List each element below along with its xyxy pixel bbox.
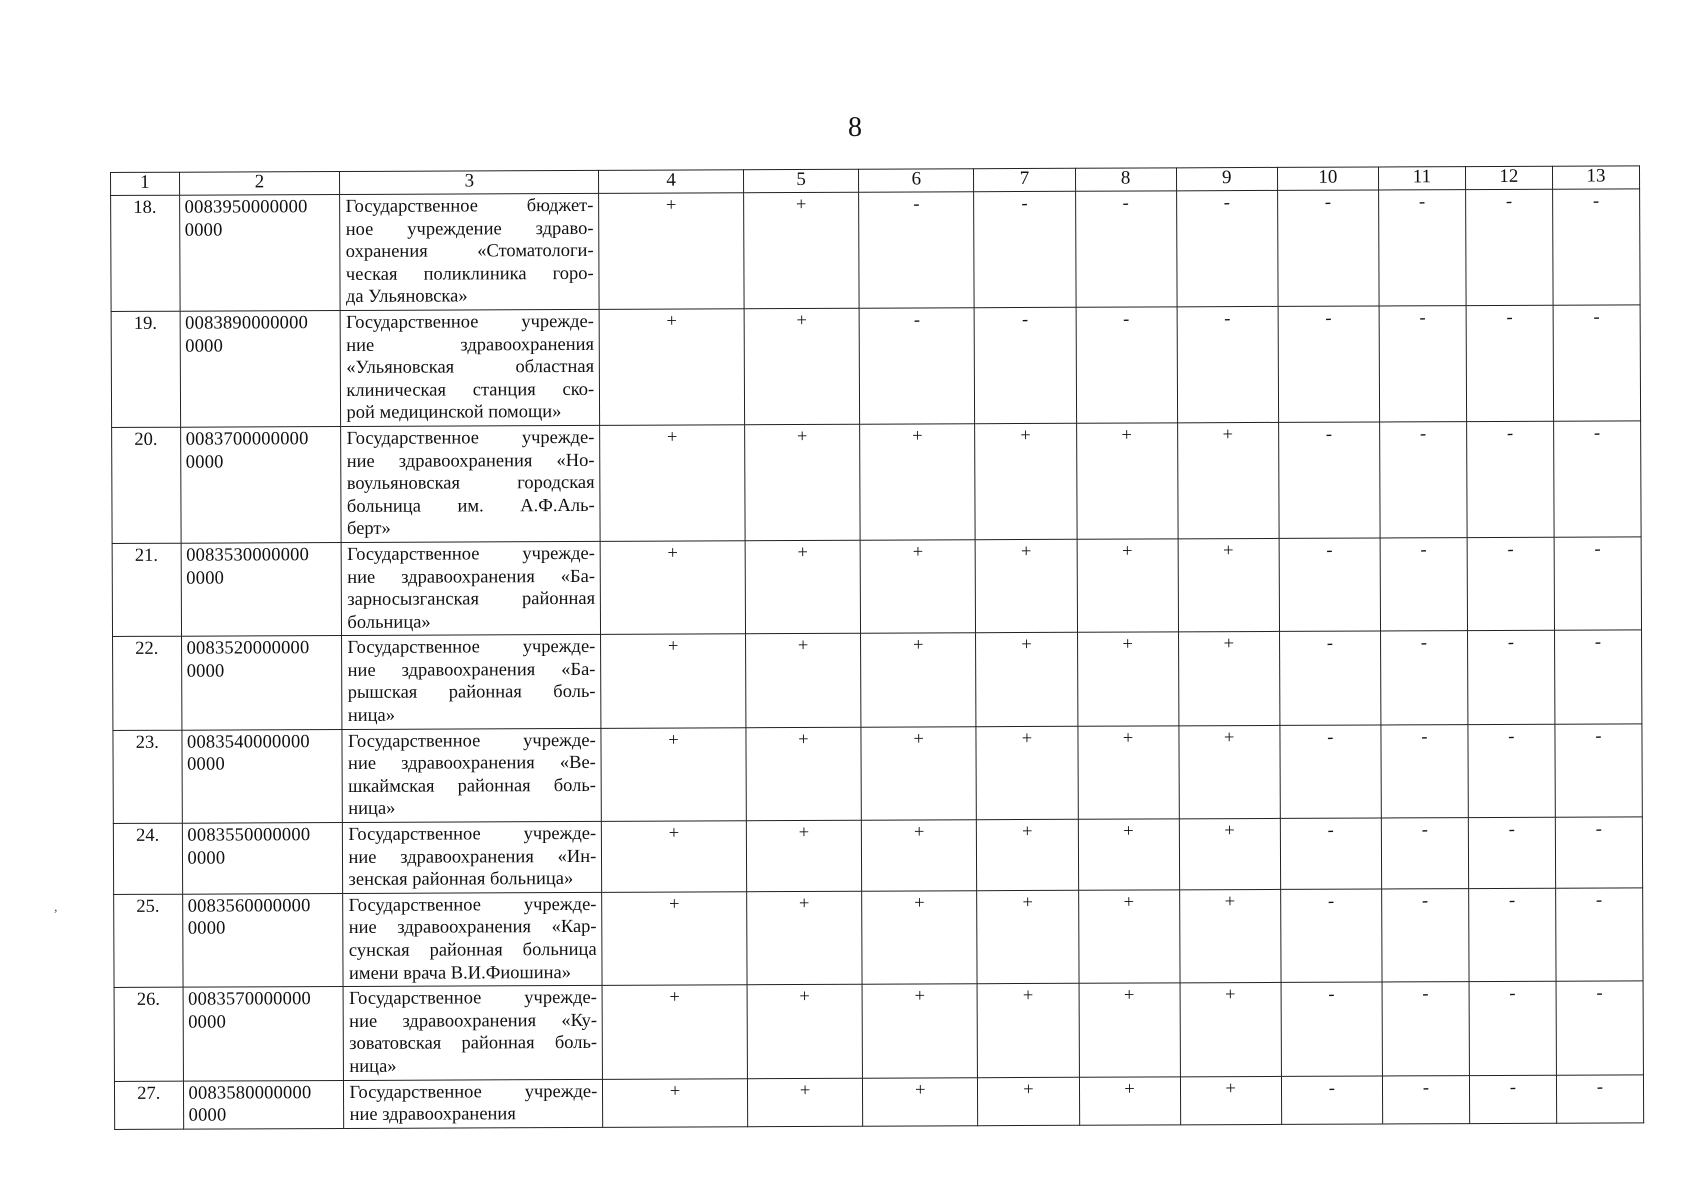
- mark-cell: -: [1279, 631, 1381, 725]
- institution-name-line: ние здравоохранения «Ку-: [349, 1010, 598, 1032]
- mark-cell: -: [1279, 538, 1381, 632]
- mark-cell: +: [1077, 725, 1179, 819]
- mark-cell: -: [1281, 982, 1383, 1076]
- table-row: [114, 1074, 1643, 1129]
- mark-cell: -: [1553, 421, 1641, 537]
- mark-cell: +: [746, 820, 862, 891]
- mark-cell: +: [1078, 890, 1180, 984]
- institution-name-line: ние здравоохранения «Кар-: [348, 917, 597, 939]
- mark-cell: +: [1178, 538, 1280, 632]
- mark-cell: -: [1554, 630, 1642, 724]
- mark-cell: +: [601, 727, 746, 821]
- institution-name-line: Государственное учрежде-: [346, 427, 595, 449]
- mark-cell: -: [1380, 537, 1467, 631]
- mark-cell: -: [1277, 190, 1379, 306]
- mark-cell: -: [1281, 1076, 1382, 1125]
- mark-cell: -: [1556, 888, 1644, 982]
- institution-name-line: ние здравоохранения: [349, 1104, 516, 1126]
- stray-mark: ,: [54, 900, 58, 915]
- row-number: 25.: [114, 894, 183, 988]
- mark-cell: -: [859, 192, 975, 308]
- table-row: [113, 630, 1642, 730]
- mark-cell: +: [601, 634, 746, 728]
- mark-cell: +: [862, 891, 978, 985]
- row-number: 20.: [112, 427, 181, 543]
- institution-name-line: Государственное учрежде-: [347, 730, 596, 752]
- mark-cell: +: [744, 424, 860, 540]
- institution-name-cell: [343, 821, 602, 893]
- mark-cell: +: [1180, 1076, 1281, 1125]
- mark-cell: +: [977, 890, 1079, 984]
- mark-cell: -: [1465, 189, 1552, 305]
- mark-cell: -: [1467, 537, 1554, 631]
- mark-cell: +: [976, 633, 1078, 727]
- institution-name-line: рой медицинской помощи»: [346, 402, 562, 424]
- row-number: 18.: [111, 195, 180, 311]
- mark-cell: +: [1177, 422, 1279, 538]
- institution-name-line: Государственное учрежде-: [347, 637, 596, 659]
- row-number: 27.: [114, 1081, 183, 1129]
- registry-code-line: 0000: [185, 336, 224, 357]
- header-cell: 8: [1075, 168, 1176, 191]
- table-row: [114, 981, 1643, 1081]
- mark-cell: -: [1278, 422, 1380, 538]
- mark-cell: -: [1177, 306, 1279, 422]
- mark-cell: +: [743, 192, 859, 308]
- registry-code-line: 0000: [186, 661, 225, 682]
- registry-code-cell: [181, 636, 342, 730]
- institution-name-cell: [341, 309, 600, 426]
- mark-cell: -: [1076, 307, 1178, 423]
- mark-cell: +: [599, 309, 744, 426]
- registry-code-line: 0000: [187, 754, 225, 775]
- mark-cell: +: [1077, 539, 1179, 633]
- mark-cell: -: [1466, 421, 1553, 537]
- table-row: [113, 723, 1642, 823]
- header-cell: 6: [859, 169, 974, 193]
- institution-name-line: ние здравоохранения «Ба-: [347, 659, 596, 681]
- mark-cell: -: [1278, 306, 1380, 422]
- mark-cell: +: [860, 540, 976, 634]
- institution-name-line: Государственное учрежде-: [347, 543, 595, 565]
- mark-cell: +: [1179, 818, 1280, 889]
- registry-code-line: 0083950000000: [184, 197, 308, 218]
- header-cell: 1: [111, 172, 180, 195]
- table-row: [113, 817, 1642, 894]
- mark-cell: +: [744, 308, 860, 424]
- registry-code-line: 0000: [187, 848, 226, 869]
- registry-code-line: 0000: [187, 918, 226, 940]
- institution-name-cell: [342, 728, 601, 823]
- mark-cell: -: [1469, 888, 1556, 982]
- mark-cell: -: [1176, 190, 1278, 306]
- registry-code-line: 0083520000000: [186, 638, 310, 659]
- mark-cell: -: [1556, 1074, 1643, 1123]
- institution-name-line: больница»: [347, 612, 431, 633]
- mark-cell: -: [1469, 1075, 1556, 1124]
- mark-cell: +: [976, 726, 1078, 820]
- mark-cell: -: [1380, 422, 1467, 538]
- mark-cell: +: [746, 727, 862, 821]
- row-number: 26.: [114, 987, 183, 1081]
- table-row: [111, 189, 1640, 312]
- mark-cell: -: [1556, 981, 1644, 1075]
- registry-code-cell: [182, 823, 343, 894]
- registry-code-cell: [183, 987, 344, 1081]
- row-number: 22.: [113, 636, 182, 730]
- mark-cell: -: [1075, 191, 1177, 307]
- mark-cell: -: [1466, 305, 1553, 421]
- registry-code-line: 0000: [184, 220, 223, 241]
- header-cell: 10: [1277, 167, 1378, 190]
- mark-cell: +: [602, 821, 747, 892]
- mark-cell: -: [1553, 305, 1641, 421]
- row-number: 24.: [113, 823, 182, 894]
- institution-name-cell: [343, 892, 602, 987]
- mark-cell: +: [861, 726, 977, 820]
- table-row: [114, 888, 1643, 988]
- page-number: 8: [848, 112, 862, 143]
- institution-name-line: Государственное бюджет-: [345, 195, 594, 217]
- mark-cell: -: [974, 191, 1076, 307]
- registry-code-cell: [179, 194, 340, 311]
- mark-cell: +: [976, 539, 1078, 633]
- registry-code-cell: [181, 729, 342, 823]
- institution-name-line: ние здравоохранения «Ин-: [348, 846, 597, 868]
- header-cell: 13: [1552, 166, 1639, 189]
- institution-name-line: Государственное учрежде-: [348, 823, 597, 845]
- mark-cell: -: [1467, 630, 1554, 724]
- mark-cell: +: [977, 983, 1079, 1077]
- table-row: [112, 537, 1641, 637]
- mark-cell: -: [1382, 982, 1469, 1076]
- mark-cell: +: [1179, 725, 1281, 819]
- mark-cell: +: [1079, 983, 1181, 1077]
- mark-cell: +: [860, 424, 976, 540]
- mark-cell: +: [861, 820, 977, 891]
- registry-code-line: 0083530000000: [186, 545, 310, 566]
- institution-name-line: ние здравоохранения «Но-: [346, 450, 595, 472]
- institution-name-line: рышская районная боль-: [347, 682, 596, 704]
- mark-cell: +: [977, 819, 1078, 890]
- mark-cell: +: [745, 634, 861, 728]
- registry-code-line: 0083580000000: [188, 1082, 312, 1104]
- institution-name-line: зоватовская районная боль-: [349, 1033, 598, 1055]
- institution-name-line: берт»: [346, 519, 391, 540]
- mark-cell: +: [1077, 632, 1179, 726]
- institution-name-line: ческая поликлиника горо-: [345, 263, 594, 285]
- mark-cell: +: [861, 633, 977, 727]
- table-row: [111, 305, 1640, 428]
- mark-cell: +: [602, 892, 747, 986]
- mark-cell: -: [1382, 1075, 1469, 1124]
- mark-cell: -: [1280, 889, 1382, 983]
- registry-code-line: 0083540000000: [186, 731, 310, 753]
- institution-name-line: да Ульяновска»: [345, 286, 468, 308]
- mark-cell: +: [863, 1077, 978, 1126]
- registry-code-line: 0000: [185, 452, 224, 473]
- institution-name-line: ние здравоохранения «Ве-: [347, 753, 596, 775]
- mark-cell: +: [1178, 632, 1280, 726]
- institution-name-line: воульяновская городская: [346, 473, 595, 495]
- table-row: [112, 421, 1641, 544]
- registry-code-line: 0083570000000: [188, 989, 312, 1010]
- institution-name-cell: [340, 193, 599, 310]
- mark-cell: -: [1552, 189, 1640, 305]
- institution-name-line: зенская районная больница»: [348, 869, 574, 891]
- institution-name-line: Государственное учрежде-: [349, 988, 597, 1010]
- institution-name-cell: [342, 541, 601, 636]
- institution-name-line: ница»: [347, 705, 396, 727]
- registry-code-cell: [182, 893, 343, 987]
- institution-name-line: ние здравоохранения «Ба-: [347, 566, 596, 588]
- mark-cell: -: [859, 308, 975, 424]
- table-body: [111, 166, 1644, 1129]
- institution-name-line: сунская районная больница: [348, 939, 597, 961]
- institution-name-line: клиническая станция ско-: [346, 379, 595, 401]
- institution-name-cell: [344, 1079, 603, 1128]
- mark-cell: +: [975, 423, 1077, 539]
- header-cell: 4: [599, 170, 744, 194]
- institution-name-line: больница им. А.Ф.Аль-: [346, 495, 595, 517]
- header-cell: 7: [974, 168, 1075, 191]
- mark-cell: -: [1381, 724, 1468, 818]
- mark-cell: +: [978, 1077, 1079, 1126]
- mark-cell: +: [599, 193, 744, 310]
- institution-name-cell: [341, 425, 600, 542]
- institution-name-line: ница»: [348, 799, 396, 820]
- mark-cell: -: [1468, 724, 1555, 818]
- institution-name-line: зарносызганская районная: [347, 588, 596, 611]
- mark-cell: +: [1180, 983, 1282, 1077]
- mark-cell: +: [1076, 423, 1178, 539]
- registry-code-line: 0000: [186, 568, 225, 589]
- registry-code-cell: [180, 310, 341, 427]
- registry-code-line: 0000: [188, 1105, 227, 1126]
- header-cell: 11: [1378, 167, 1465, 190]
- mark-cell: -: [1554, 537, 1642, 631]
- mark-cell: -: [1379, 306, 1466, 422]
- institution-name-line: Государственное учрежде-: [348, 894, 597, 916]
- registry-code-line: 0000: [188, 1012, 227, 1033]
- institution-name-line: ница»: [349, 1056, 397, 1077]
- header-cell: 9: [1176, 167, 1277, 190]
- mark-cell: +: [1179, 889, 1281, 983]
- registry-code-line: 0083550000000: [187, 825, 311, 846]
- institution-name-line: ное учреждение здраво-: [345, 218, 594, 240]
- institution-name-cell: [342, 635, 601, 730]
- mark-cell: +: [747, 984, 863, 1078]
- mark-cell: -: [1380, 631, 1467, 725]
- mark-cell: -: [975, 307, 1077, 423]
- registry-code-cell: [180, 426, 341, 543]
- mark-cell: +: [603, 1078, 748, 1127]
- institution-name-line: Государственное учрежде-: [346, 311, 594, 333]
- institution-name-line: Государственное учрежде-: [349, 1081, 598, 1103]
- row-number: 21.: [112, 543, 181, 637]
- mark-cell: -: [1381, 818, 1468, 889]
- data-table: [110, 165, 1644, 1129]
- institution-name-line: ние здравоохранения: [346, 334, 595, 356]
- mark-cell: -: [1280, 818, 1381, 889]
- header-cell: 12: [1465, 166, 1552, 189]
- mark-cell: +: [600, 425, 745, 542]
- registry-code-cell: [181, 542, 342, 636]
- registry-code-line: 0083890000000: [185, 313, 309, 334]
- institution-name-cell: [343, 986, 602, 1081]
- header-cell: 2: [179, 171, 340, 195]
- mark-cell: -: [1555, 817, 1642, 888]
- mark-cell: -: [1468, 817, 1555, 888]
- registry-code-line: 0083700000000: [185, 429, 309, 450]
- mark-cell: -: [1382, 888, 1469, 982]
- mark-cell: +: [600, 541, 745, 635]
- institution-name-line: шкаймская районная боль-: [348, 775, 596, 797]
- mark-cell: +: [1078, 819, 1179, 890]
- registry-code-line: 0083560000000: [187, 895, 311, 917]
- institution-name-line: имени врача В.И.Фиошина»: [348, 962, 572, 984]
- mark-cell: -: [1555, 723, 1643, 817]
- mark-cell: +: [745, 540, 861, 634]
- mark-cell: +: [747, 1078, 862, 1127]
- mark-cell: -: [1378, 190, 1465, 306]
- mark-cell: +: [747, 891, 863, 985]
- header-cell: 5: [743, 169, 858, 193]
- mark-cell: -: [1280, 725, 1382, 819]
- mark-cell: +: [862, 984, 978, 1078]
- institution-name-line: «Ульяновская областная: [346, 357, 595, 379]
- mark-cell: +: [1079, 1076, 1180, 1125]
- row-number: 23.: [113, 730, 182, 824]
- institution-name-line: охранения «Стоматологи-: [345, 241, 594, 263]
- registry-code-cell: [183, 1080, 344, 1129]
- mark-cell: +: [602, 985, 747, 1079]
- header-cell: 3: [340, 170, 599, 194]
- row-number: 19.: [111, 311, 180, 427]
- mark-cell: -: [1469, 981, 1556, 1075]
